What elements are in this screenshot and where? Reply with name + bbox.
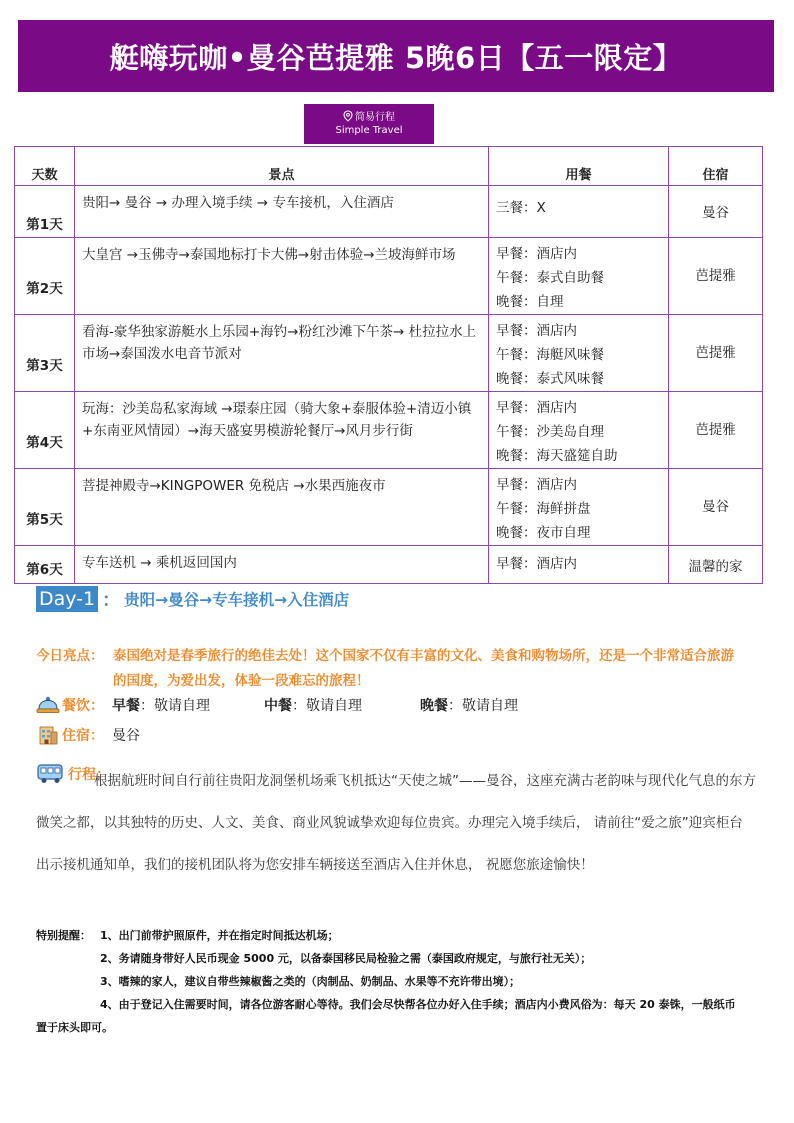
- row-meal: 早餐：酒店内: [496, 477, 577, 493]
- table-row: [15, 315, 763, 392]
- location-pin-icon: [343, 110, 353, 122]
- row-meal: 晚餐：海天盛筵自助: [496, 448, 618, 464]
- row-day: 第3天: [26, 358, 63, 374]
- row-meal: 晚餐：自理: [496, 294, 564, 310]
- row-stay: 温馨的家: [688, 558, 743, 575]
- table-row: [15, 392, 763, 469]
- row-spots: 菩提神殿寺→KINGPOWER 免税店 →水果西施夜市: [75, 469, 489, 546]
- special-notes: [36, 924, 736, 1039]
- table-row: [15, 186, 763, 238]
- day1-route: 贵阳→曼谷→专车接机→入住酒店: [124, 591, 350, 609]
- lunch-value: ：敬请自理: [292, 698, 362, 714]
- day1-colon: ：: [102, 590, 121, 611]
- highlight-label: 今日亮点：: [36, 648, 104, 664]
- row-day: 第4天: [26, 435, 63, 451]
- note-item: 2、务请随身带好人民币现金 5000 元，以备泰国移民局检验之需（泰国政府规定，与旅行社无关）；: [100, 952, 592, 965]
- row-spots: 玩海：沙美岛私家海域 →璟泰庄园（骑大象+泰服体验+清迈小镇+东南亚风情园）→海天盛宴男模游轮餐厅→风月步行街: [75, 392, 489, 469]
- meal-line: [36, 693, 518, 717]
- dinner-value: ：敬请自理: [448, 698, 518, 714]
- row-meal: 午餐：海艇风味餐: [496, 347, 604, 363]
- row-meal: 早餐：酒店内: [496, 323, 577, 339]
- row-day: 第5天: [26, 512, 63, 528]
- stay-label: 住宿：: [62, 728, 104, 744]
- dinner: [420, 695, 518, 715]
- row-day: 第1天: [26, 216, 63, 233]
- breakfast: [112, 695, 264, 715]
- table-row: [15, 546, 763, 584]
- row-spots: 专车送机 → 乘机返回国内: [75, 546, 489, 584]
- header-stay: 住宿: [669, 147, 763, 186]
- note-item: 3、嗜辣的家人，建议自带些辣椒酱之类的（肉制品、奶制品、水果等不充许带出境）；: [100, 975, 521, 988]
- hotel-building-icon: [36, 724, 60, 746]
- trip-text: 根据航班时间自行前往贵阳龙洞堡机场乘飞机抵达“天使之城”——曼谷，这座充满古老韵味与现代化气息的东方微笑之都，以其独特的历史、人文、美食、商业风貌诚挚欢迎每位贵宾。办理完入境手续后， 请前往“爱之旅”迎宾柜台出示接机通知单，我们的接机团队将为您安排车辆接送至酒店入住并休息， 祝愿您旅途愉快！: [36, 773, 756, 873]
- row-meal: 三餐：X: [496, 200, 546, 216]
- page-title: 艇嗨玩咖•曼谷芭提雅 5晚6日【五一限定】: [109, 40, 683, 75]
- row-stay: 曼谷: [702, 204, 729, 221]
- lunch: [264, 695, 420, 715]
- row-spots: 大皇宫 →玉佛寺→泰国地标打卡大佛→射击体验→兰坡海鲜市场: [75, 238, 489, 315]
- food-tray-icon: [36, 694, 60, 716]
- row-meal: 晚餐：泰式风味餐: [496, 371, 604, 387]
- day1-heading: [36, 585, 349, 613]
- header-day: 天数: [15, 147, 75, 186]
- notes-label: 特别提醒：: [36, 929, 91, 942]
- stay-line: [36, 723, 140, 747]
- badge-title: 简易行程: [355, 112, 395, 123]
- row-stay: 芭提雅: [695, 422, 736, 438]
- row-meal: 晚餐：夜市自理: [496, 525, 591, 541]
- table-row: [15, 469, 763, 546]
- dinner-key: 晚餐: [420, 698, 448, 714]
- row-meal: 午餐：泰式自助餐: [496, 270, 604, 286]
- header-meals: 用餐: [489, 147, 669, 186]
- row-day: 第6天: [26, 561, 63, 578]
- day1-highlight: [36, 644, 736, 694]
- row-stay: 芭提雅: [695, 345, 736, 361]
- row-day: 第2天: [26, 281, 63, 297]
- trip-label: 行程：: [68, 767, 110, 783]
- row-meal: 午餐：沙美岛自理: [496, 424, 604, 440]
- page-title-banner: [18, 20, 774, 92]
- row-stay: 曼谷: [702, 499, 729, 515]
- row-meal: 早餐：酒店内: [496, 400, 577, 416]
- day1-tag: Day-1: [36, 586, 98, 612]
- breakfast-value: ：敬请自理: [140, 698, 210, 714]
- header-spots: 景点: [75, 147, 489, 186]
- simple-travel-badge: [304, 104, 434, 144]
- badge-subtitle: Simple Travel: [335, 125, 403, 136]
- row-stay: 芭提雅: [695, 268, 736, 284]
- table-header-row: [15, 147, 763, 186]
- lunch-key: 中餐: [264, 698, 292, 714]
- note-item: 1、出门前带护照原件，并在指定时间抵达机场；: [100, 929, 339, 942]
- meal-label: 餐饮：: [62, 698, 104, 714]
- highlight-text: 泰国绝对是春季旅行的绝佳去处！这个国家不仅有丰富的文化、美食和购物场所，还是一个非常适合旅游的国度，为爱出发，体验一段难忘的旅程！: [113, 648, 734, 689]
- table-row: [15, 238, 763, 315]
- row-meal: 早餐：酒店内: [496, 556, 577, 572]
- itinerary-table: [14, 146, 763, 584]
- row-spots: 看海-豪华独家游艇水上乐园+海钓→粉红沙滩下午茶→ 杜拉拉水上市场→泰国泼水电音节派对: [75, 315, 489, 392]
- stay-value: 曼谷: [112, 728, 140, 744]
- breakfast-key: 早餐: [112, 698, 140, 714]
- row-meal: 早餐：酒店内: [496, 246, 577, 262]
- row-spots: 贵阳→ 曼谷 → 办理入境手续 → 专车接机，入住酒店: [75, 186, 489, 238]
- row-meal: 午餐：海鲜拼盘: [496, 501, 591, 517]
- note-item: 4、由于登记入住需要时间，请各位游客耐心等待。我们会尽快帮各位办好入住手续；酒店内小费风俗为：每天 20 泰铢，一般纸币置于床头即可。: [36, 998, 736, 1034]
